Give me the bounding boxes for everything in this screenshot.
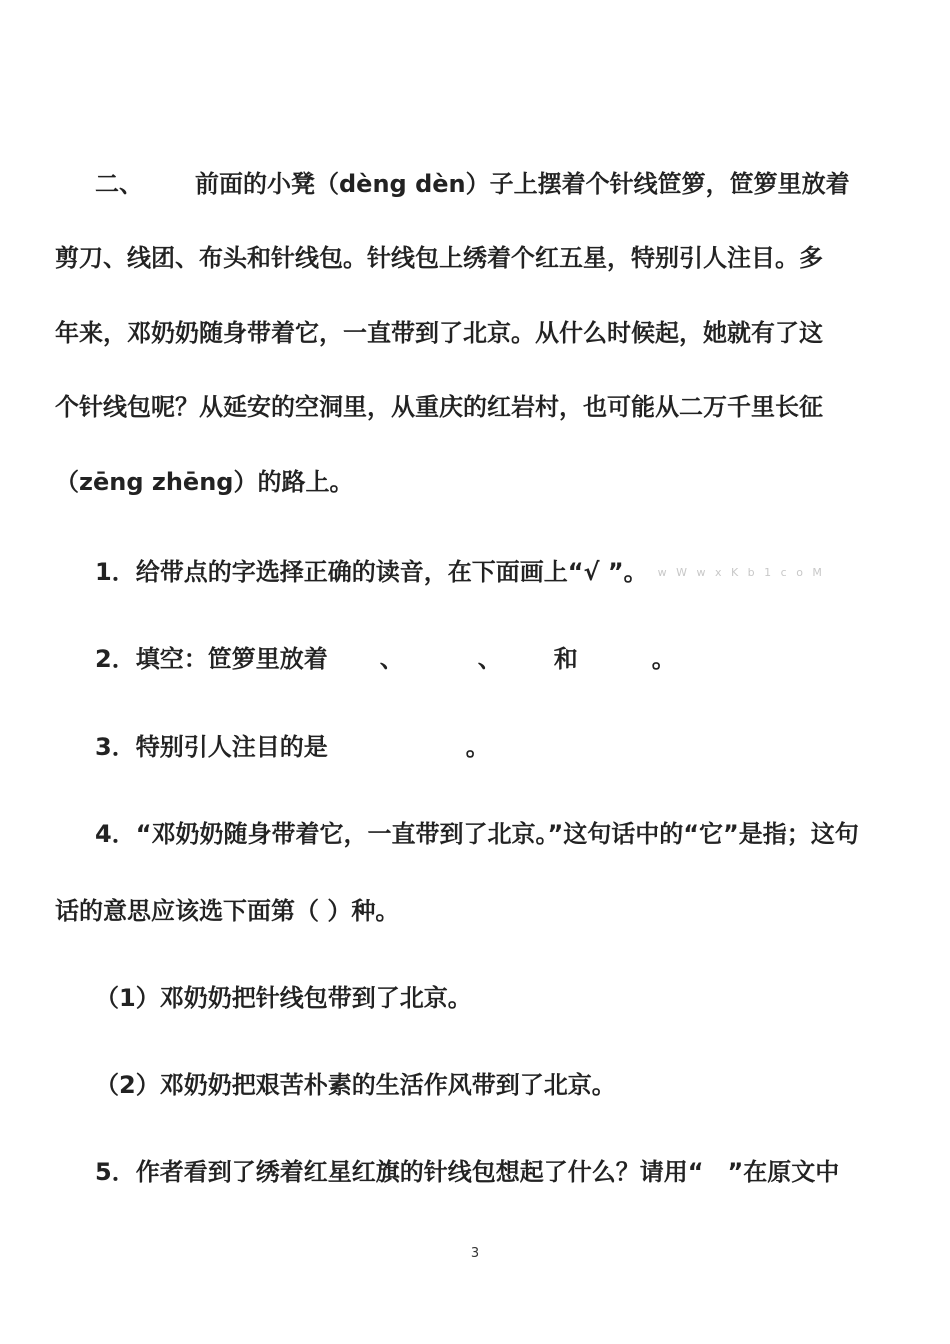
question-4-line-1: 4．“邓奶奶随身带着它，一直带到了北京。”这句话中的“它”是指；这句 xyxy=(95,820,859,848)
passage-line-3: 年来，邓奶奶随身带着它，一直带到了北京。从什么时候起，她就有了这 xyxy=(55,319,823,347)
question-2-sep-1: 、 xyxy=(379,645,404,673)
page-number: 3 xyxy=(470,1246,480,1261)
passage-first-line: 前面的小凳（dèng dèn）子上摆着个针线笸箩，笸箩里放着 xyxy=(195,170,850,198)
question-2-sep-2: 、 xyxy=(477,645,502,673)
question-3 xyxy=(95,731,935,763)
question-4-option-1: （1）邓奶奶把针线包带到了北京。 xyxy=(95,984,472,1012)
question-2 xyxy=(95,643,935,675)
question-3-prefix: 3．特别引人注目的是 xyxy=(95,733,328,761)
question-3-end: 。 xyxy=(465,733,490,761)
question-4-line-2: 话的意思应该选下面第（ ）种。 xyxy=(55,897,400,925)
passage-line-4: 个针线包呢？从延安的空洞里，从重庆的红岩村，也可能从二万千里长征 xyxy=(55,393,823,421)
passage-line-1 xyxy=(95,168,935,200)
question-2-conj: 和 xyxy=(553,645,578,673)
question-5-suffix: ”在原文中 xyxy=(727,1158,840,1186)
question-2-prefix: 2．填空：笸箩里放着 xyxy=(95,645,328,673)
question-5 xyxy=(95,1156,935,1188)
question-1-text: 1．给带点的字选择正确的读音，在下面画上“√ ”。 xyxy=(95,558,648,586)
section-number: 二、 xyxy=(95,170,143,198)
question-1 xyxy=(95,556,935,589)
question-2-end: 。 xyxy=(651,645,676,673)
question-4-option-2: （2）邓奶奶把艰苦朴素的生活作风带到了北京。 xyxy=(95,1071,616,1099)
passage-line-5: （zēng zhēng）的路上。 xyxy=(55,468,354,496)
question-5-prefix: 5．作者看到了绣着红星红旗的针线包想起了什么？请用“ xyxy=(95,1158,704,1186)
watermark-text: w W w x K b 1 c o M xyxy=(657,566,825,579)
passage-line-2: 剪刀、线团、布头和针线包。针线包上绣着个红五星，特别引人注目。多 xyxy=(55,244,823,272)
